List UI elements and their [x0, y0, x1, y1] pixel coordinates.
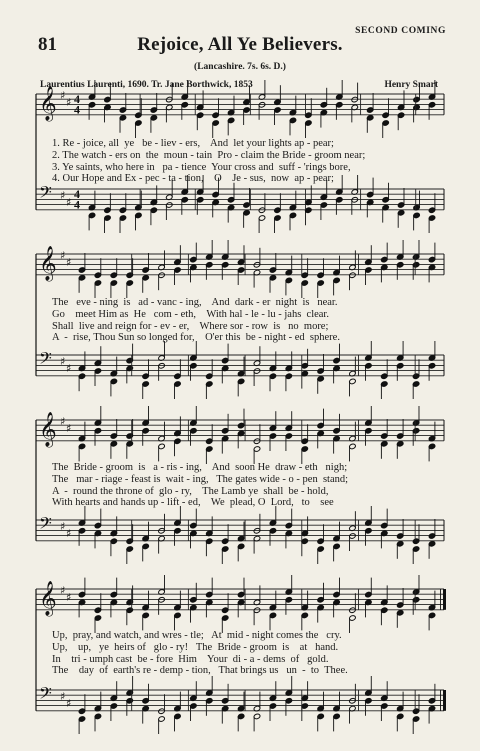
sharp-sign: ♯: [66, 527, 72, 540]
lyric-line: Up, pray, and watch, and wres - tle; At mid - night comes the cry.: [52, 630, 342, 641]
treble-clef: 𝄞: [39, 246, 57, 281]
sharp-sign: ♯: [60, 189, 66, 202]
lyric-line: In tri - umph cast be - fore Him Your di - a - dems of gold.: [52, 653, 329, 665]
sharp-sign: ♯: [66, 591, 72, 604]
sharp-sign: ♯: [60, 690, 66, 703]
lyric-line: The eve - ning is ad - vanc - ing, And dark - er night is near.: [52, 297, 338, 308]
lyric-line: The mar - riage - feast is wait - ing, The gates wide - o - pen stand;: [52, 473, 349, 485]
treble-clef: 𝄞: [39, 412, 57, 447]
sharp-sign: ♯: [66, 96, 72, 109]
lyric-line: Up, up, ye heirs of glo - ry! The Bride - groom is at hand.: [52, 641, 339, 653]
lyric-line: 2. The watch - ers on the moun - tain Pro - claim the Bride - groom near;: [52, 149, 366, 161]
lyric-line: A - rise, Thou Sun so longed for, O'er this be - night - ed sphere.: [52, 332, 340, 344]
tune-meter: (Lancashire. 7s. 6s. D.): [194, 62, 286, 72]
sharp-sign: ♯: [66, 196, 72, 209]
lyrics-system-2: [52, 297, 442, 344]
lyric-line: 3. Ye saints, who here in pa - tience Your cross and suff - 'rings bore,: [52, 161, 351, 173]
sharp-sign: ♯: [66, 422, 72, 435]
time-signature: 4: [74, 187, 80, 201]
lyric-line: With hearts and hands up - lift - ed, We plead, O Lord, to see: [52, 497, 334, 509]
time-signature: 4: [74, 92, 80, 106]
time-signature: 4: [74, 197, 80, 212]
bass-clef: 𝄢: [39, 513, 52, 537]
lyric-line: Shall live and reign for - ev - er, Where sor - row is no more;: [52, 320, 329, 332]
lyrics-system-1: [52, 138, 442, 185]
bass-clef: 𝄢: [39, 348, 52, 372]
lyric-line: A - round the throne of glo - ry, The Lamb ye shall be - hold,: [52, 485, 329, 497]
lyric-line: 4. Our Hope and Ex - pec - ta - tion, O Je - sus, now ap - pear;: [52, 173, 334, 185]
bass-clef: 𝄢: [39, 683, 52, 707]
lyrics-system-4: [52, 630, 442, 677]
lyric-line: Go meet Him as He com - eth, With hal - le - lu - jahs clear.: [52, 308, 329, 320]
treble-clef: 𝄞: [39, 581, 57, 616]
lyric-line: 1. Re - joice, all ye be - liev - ers, And let your lights ap - pear;: [52, 138, 334, 149]
sharp-sign: ♯: [60, 415, 66, 428]
sharp-sign: ♯: [66, 697, 72, 710]
hymn-number: 81: [38, 34, 57, 55]
sharp-sign: ♯: [66, 362, 72, 375]
sharp-sign: ♯: [60, 89, 66, 102]
final-bar-line: [443, 589, 446, 610]
sharp-sign: ♯: [60, 249, 66, 262]
section-title: SECOND COMING: [355, 26, 446, 36]
time-signature: 4: [74, 102, 80, 117]
bass-clef: 𝄢: [39, 182, 52, 206]
final-bar-line: [443, 690, 446, 711]
treble-clef: 𝄞: [39, 86, 57, 121]
lyric-line: The Bride - groom is a - ris - ing, And soon He draw - eth nigh;: [52, 462, 348, 473]
hymn-title: Rejoice, All Ye Believers.: [137, 34, 343, 55]
sharp-sign: ♯: [60, 520, 66, 533]
sharp-sign: ♯: [60, 355, 66, 368]
music-credit: Henry Smart: [384, 80, 438, 90]
lyrics-system-3: [52, 462, 442, 509]
sharp-sign: ♯: [66, 256, 72, 269]
sharp-sign: ♯: [60, 584, 66, 597]
lyric-line: The day of earth's re - demp - tion, That brings us un - to Thee.: [52, 665, 348, 677]
text-credit: Laurentius Laurenti, 1690. Tr. Jane Borthwick, 1853: [40, 80, 253, 90]
